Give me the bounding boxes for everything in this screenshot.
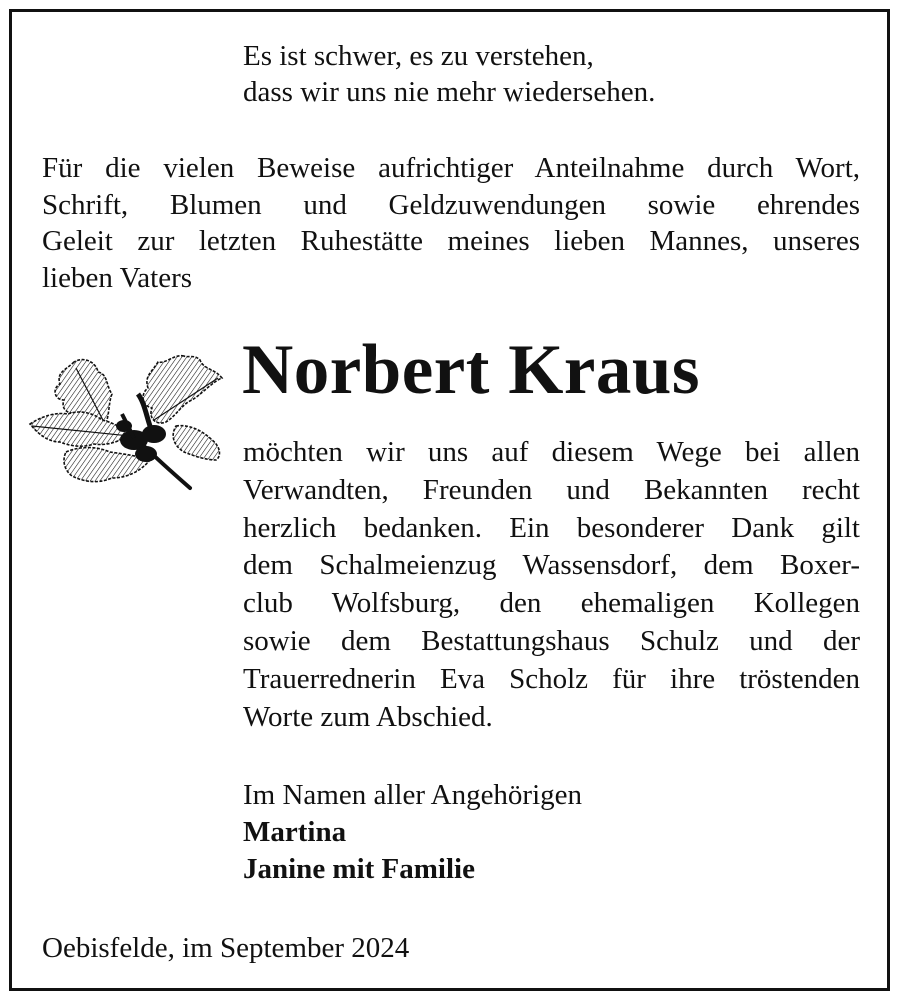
obituary-notice (9, 9, 890, 991)
deceased-name: Norbert Kraus (242, 331, 701, 409)
intro-line: Schrift, Blumen und Geldzuwendungen sowie ehrendes (42, 188, 860, 221)
intro-line: Für die vielen Beweise aufrichtiger Anteilnahme durch Wort, (42, 152, 860, 184)
thanks-line: sowie dem Bestattungshaus Schulz und der (243, 624, 860, 657)
place-date: Oebisfelde, im September 2024 (42, 932, 410, 964)
signature-block (243, 777, 843, 888)
signature-intro: Im Namen aller Angehörigen (243, 779, 583, 811)
thanks-line: Worte zum Abschied. (243, 700, 493, 733)
thanks-line: möchten wir uns auf diesem Wege bei allen (243, 436, 860, 468)
intro-paragraph (42, 150, 860, 296)
verse-line: Es ist schwer, es zu verstehen, (243, 40, 594, 72)
memorial-verse (243, 38, 843, 110)
thanks-line: Trauerrednerin Eva Scholz für ihre tröstenden (243, 662, 860, 695)
signature-name: Janine mit Familie (243, 853, 475, 885)
intro-line: Geleit zur letzten Ruhestätte meines lieben Mannes, unseres (42, 225, 860, 257)
signature-name: Martina (243, 816, 347, 848)
thanks-paragraph (243, 434, 860, 736)
thanks-line: herzlich bedanken. Ein besonderer Dank gilt (243, 511, 860, 544)
intro-line: lieben Vaters (42, 261, 193, 294)
oak-leaf-branch-icon (26, 342, 226, 494)
thanks-line: dem Schalmeienzug Wassensdorf, dem Boxer- (243, 549, 860, 582)
thanks-line: Verwandten, Freunden und Bekannten recht (243, 473, 860, 506)
thanks-line: club Wolfsburg, den ehemaligen Kollegen (243, 587, 860, 620)
verse-line: dass wir uns nie mehr wiedersehen. (243, 76, 656, 108)
